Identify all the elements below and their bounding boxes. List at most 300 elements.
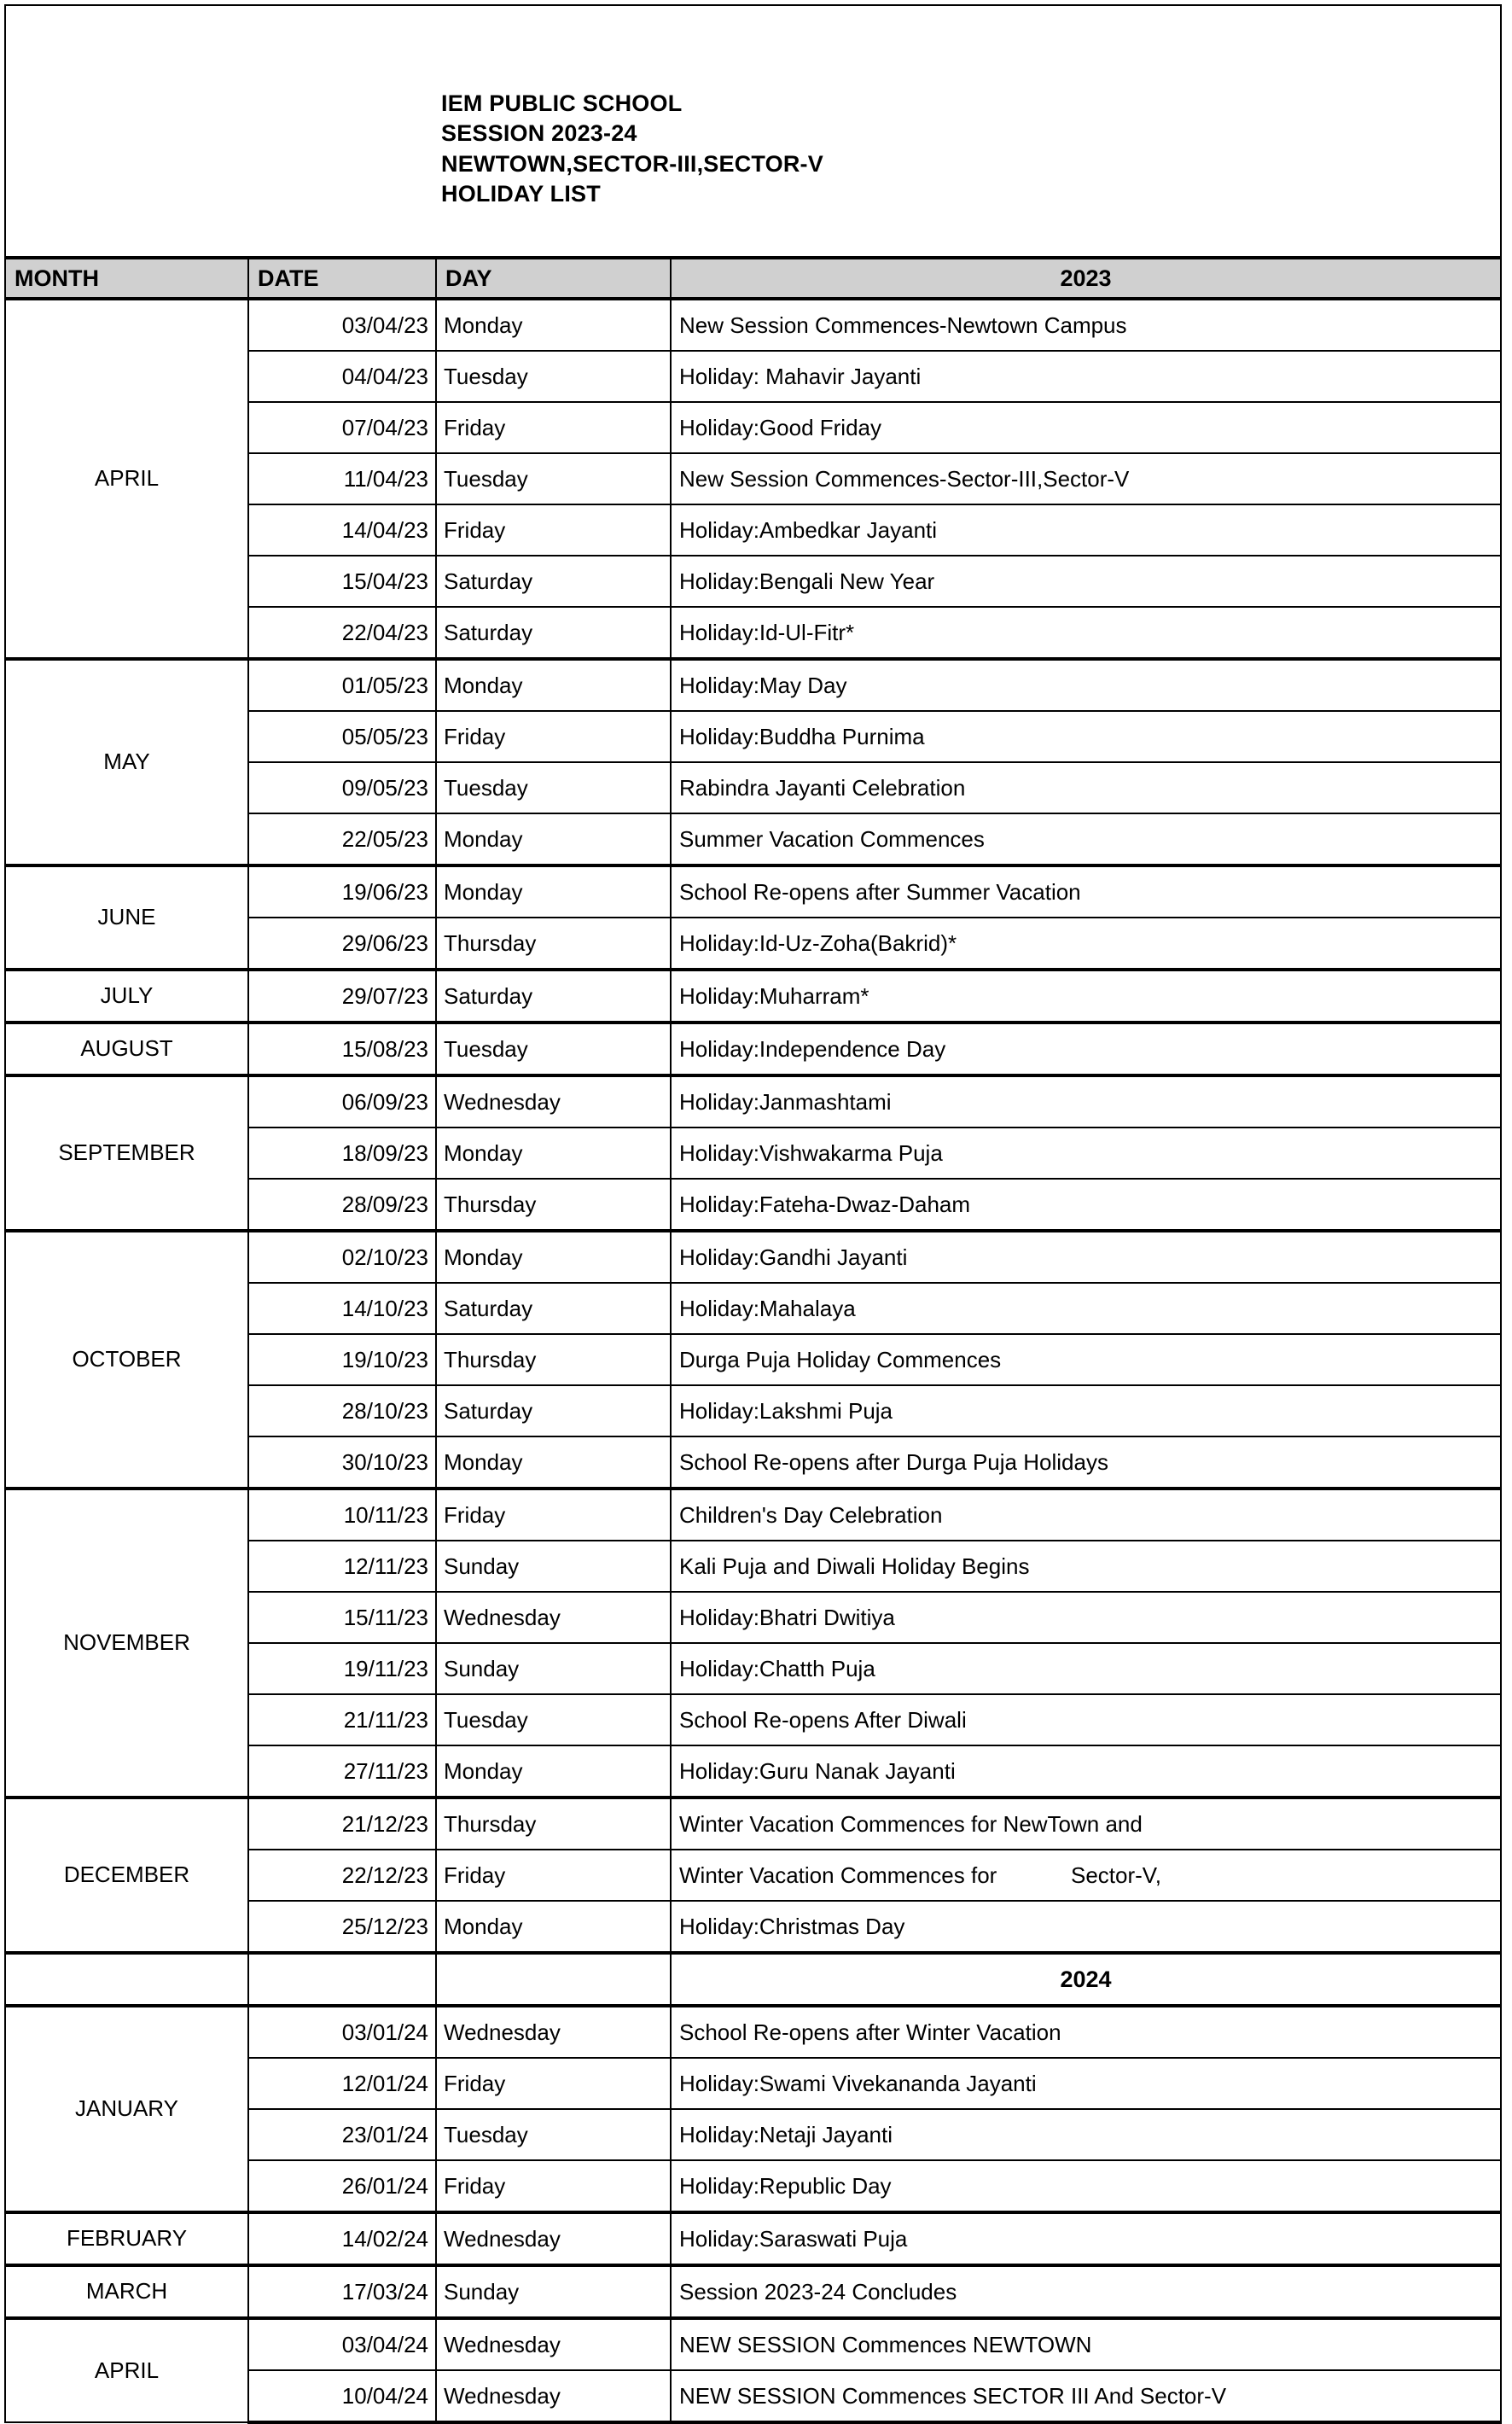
date-cell bbox=[248, 2109, 436, 2160]
event-description: Holiday: Mahavir Jayanti bbox=[679, 363, 922, 389]
date-cell bbox=[248, 918, 436, 970]
date-value: 06/09/23 bbox=[341, 1088, 428, 1115]
event-cell bbox=[671, 1901, 1501, 1953]
event-description: Holiday:May Day bbox=[679, 672, 847, 698]
column-header-month-label: MONTH bbox=[15, 265, 99, 291]
day-value: Wednesday bbox=[444, 1604, 561, 1630]
event-cell bbox=[671, 1128, 1501, 1179]
event-cell bbox=[671, 2318, 1501, 2370]
event-cell bbox=[671, 1436, 1501, 1489]
date-cell bbox=[248, 299, 436, 351]
day-value: Saturday bbox=[444, 1295, 533, 1321]
day-value: Thursday bbox=[444, 929, 537, 956]
school-name: IEM PUBLIC SCHOOL bbox=[441, 90, 683, 116]
table-row bbox=[5, 2318, 1501, 2370]
event-description: Holiday:Bhatri Dwitiya bbox=[679, 1604, 895, 1630]
day-value: Friday bbox=[444, 1862, 506, 1888]
event-description: NEW SESSION Commences NEWTOWN bbox=[679, 2331, 1092, 2357]
month-cell bbox=[5, 970, 248, 1023]
date-value: 14/04/23 bbox=[341, 516, 428, 543]
day-value: Thursday bbox=[444, 1191, 537, 1217]
date-cell bbox=[248, 1231, 436, 1283]
table-row bbox=[5, 1231, 1501, 1283]
month-label: SEPTEMBER bbox=[58, 1139, 195, 1166]
day-value: Saturday bbox=[444, 982, 533, 1009]
event-description: School Re-opens After Diwali bbox=[679, 1706, 967, 1733]
date-cell bbox=[248, 711, 436, 762]
event-description: Holiday:Netaji Jayanti bbox=[679, 2121, 893, 2147]
date-value: 03/01/24 bbox=[341, 2019, 428, 2045]
date-cell bbox=[248, 2318, 436, 2370]
event-cell bbox=[671, 1023, 1501, 1075]
event-cell bbox=[671, 1283, 1501, 1334]
event-cell bbox=[671, 1075, 1501, 1128]
event-cell bbox=[671, 556, 1501, 607]
event-description: Children's Day Celebration bbox=[679, 1501, 943, 1528]
date-value: 18/09/23 bbox=[341, 1139, 428, 1166]
event-description: Holiday:Mahalaya bbox=[679, 1295, 856, 1321]
date-cell bbox=[248, 2265, 436, 2318]
event-description: Holiday:Id-Ul-Fitr* bbox=[679, 619, 855, 645]
day-cell bbox=[436, 1179, 671, 1231]
column-header-row bbox=[5, 258, 1501, 299]
month-label: FEBRUARY bbox=[66, 2225, 188, 2252]
table-row bbox=[5, 1023, 1501, 1075]
date-cell bbox=[248, 2212, 436, 2265]
day-value: Monday bbox=[444, 878, 523, 905]
month-label: AUGUST bbox=[80, 1035, 173, 1062]
event-description: Rabindra Jayanti Celebration bbox=[679, 774, 966, 801]
day-value: Wednesday bbox=[444, 2019, 561, 2045]
day-value: Wednesday bbox=[444, 2331, 561, 2357]
date-cell bbox=[248, 1075, 436, 1128]
day-cell bbox=[436, 2265, 671, 2318]
date-cell bbox=[248, 1850, 436, 1901]
month-cell bbox=[5, 1798, 248, 1953]
date-value: 01/05/23 bbox=[341, 672, 428, 698]
date-cell bbox=[248, 2058, 436, 2109]
date-value: 12/01/24 bbox=[341, 2070, 428, 2096]
date-value: 28/10/23 bbox=[341, 1397, 428, 1424]
column-header-year-label: 2023 bbox=[1060, 265, 1112, 291]
table-row bbox=[5, 865, 1501, 918]
month-label: JANUARY bbox=[75, 2095, 178, 2122]
day-cell bbox=[436, 556, 671, 607]
event-description: School Re-opens after Winter Vacation bbox=[679, 2019, 1061, 2045]
date-cell bbox=[248, 2370, 436, 2422]
date-cell bbox=[248, 970, 436, 1023]
day-cell bbox=[436, 2006, 671, 2058]
date-cell bbox=[248, 1541, 436, 1592]
date-value: 03/04/23 bbox=[341, 312, 428, 338]
column-header-day-label: DAY bbox=[445, 265, 492, 291]
day-cell bbox=[436, 2370, 671, 2422]
month-cell bbox=[5, 2212, 248, 2265]
date-value: 17/03/24 bbox=[341, 2278, 428, 2305]
campus-label: NEWTOWN,SECTOR-III,SECTOR-V bbox=[441, 150, 823, 177]
day-value: Wednesday bbox=[444, 2382, 561, 2409]
event-cell bbox=[671, 2370, 1501, 2422]
month-label: DECEMBER bbox=[63, 1862, 190, 1888]
event-description: Holiday:Independence Day bbox=[679, 1035, 946, 1062]
day-value: Saturday bbox=[444, 619, 533, 645]
day-cell bbox=[436, 1075, 671, 1128]
month-cell bbox=[5, 865, 248, 970]
day-cell bbox=[436, 1436, 671, 1489]
event-cell bbox=[671, 402, 1501, 453]
event-description: Holiday:Ambedkar Jayanti bbox=[679, 516, 938, 543]
date-value: 10/04/24 bbox=[341, 2382, 428, 2409]
event-description: Holiday:Muharram* bbox=[679, 982, 869, 1009]
table-row bbox=[5, 299, 1501, 351]
year-divider-month-cell bbox=[5, 1953, 248, 2006]
day-value: Friday bbox=[444, 516, 506, 543]
day-cell bbox=[436, 2318, 671, 2370]
day-cell bbox=[436, 1901, 671, 1953]
event-cell bbox=[671, 865, 1501, 918]
date-value: 02/10/23 bbox=[341, 1244, 428, 1270]
date-cell bbox=[248, 865, 436, 918]
event-description: Holiday:Good Friday bbox=[679, 414, 881, 440]
event-description: NEW SESSION Commences SECTOR III And Sector-V bbox=[679, 2382, 1227, 2409]
date-value: 21/11/23 bbox=[343, 1706, 428, 1733]
day-value: Monday bbox=[444, 825, 523, 852]
date-value: 19/06/23 bbox=[341, 878, 428, 905]
date-cell bbox=[248, 2006, 436, 2058]
day-cell bbox=[436, 351, 671, 402]
day-cell bbox=[436, 813, 671, 865]
date-cell bbox=[248, 1385, 436, 1436]
event-cell bbox=[671, 1643, 1501, 1694]
event-cell bbox=[671, 607, 1501, 659]
date-value: 28/09/23 bbox=[341, 1191, 428, 1217]
date-cell bbox=[248, 556, 436, 607]
date-value: 10/11/23 bbox=[343, 1501, 428, 1528]
event-cell bbox=[671, 1745, 1501, 1798]
date-cell bbox=[248, 1489, 436, 1541]
date-value: 22/04/23 bbox=[341, 619, 428, 645]
event-cell bbox=[671, 711, 1501, 762]
day-value: Tuesday bbox=[444, 2121, 528, 2147]
day-value: Sunday bbox=[444, 1553, 520, 1579]
month-label: JULY bbox=[100, 982, 154, 1009]
date-value: 26/01/24 bbox=[341, 2172, 428, 2199]
date-cell bbox=[248, 351, 436, 402]
event-cell bbox=[671, 813, 1501, 865]
day-cell bbox=[436, 1231, 671, 1283]
date-value: 14/10/23 bbox=[341, 1295, 428, 1321]
table-row bbox=[5, 1798, 1501, 1850]
month-cell bbox=[5, 1231, 248, 1489]
day-value: Monday bbox=[444, 672, 523, 698]
day-value: Saturday bbox=[444, 568, 533, 594]
date-value: 15/11/23 bbox=[343, 1604, 428, 1630]
date-cell bbox=[248, 607, 436, 659]
day-value: Tuesday bbox=[444, 363, 528, 389]
column-header-year bbox=[671, 258, 1501, 299]
day-value: Monday bbox=[444, 312, 523, 338]
year-divider-label: 2024 bbox=[1060, 1966, 1112, 1992]
month-label: OCTOBER bbox=[72, 1346, 182, 1372]
event-cell bbox=[671, 2212, 1501, 2265]
day-cell bbox=[436, 918, 671, 970]
day-value: Monday bbox=[444, 1244, 523, 1270]
date-value: 22/12/23 bbox=[341, 1862, 428, 1888]
month-cell bbox=[5, 1075, 248, 1231]
date-value: 19/11/23 bbox=[343, 1655, 428, 1681]
document-type-label: HOLIDAY LIST bbox=[441, 181, 601, 207]
month-cell bbox=[5, 2318, 248, 2422]
event-description: Holiday:Gandhi Jayanti bbox=[679, 1244, 908, 1270]
day-value: Friday bbox=[444, 723, 506, 749]
event-description: Holiday:Janmashtami bbox=[679, 1088, 892, 1115]
date-cell bbox=[248, 453, 436, 504]
day-cell bbox=[436, 453, 671, 504]
day-value: Tuesday bbox=[444, 465, 528, 492]
date-cell bbox=[248, 1179, 436, 1231]
table-row bbox=[5, 970, 1501, 1023]
date-value: 15/04/23 bbox=[341, 568, 428, 594]
day-cell bbox=[436, 2109, 671, 2160]
event-description: School Re-opens after Summer Vacation bbox=[679, 878, 1081, 905]
session-label: SESSION 2023-24 bbox=[441, 120, 637, 146]
date-cell bbox=[248, 1436, 436, 1489]
year-divider-cell bbox=[671, 1953, 1501, 2006]
day-value: Monday bbox=[444, 1139, 523, 1166]
day-cell bbox=[436, 1850, 671, 1901]
event-description: Holiday:Saraswati Puja bbox=[679, 2225, 908, 2252]
date-value: 12/11/23 bbox=[343, 1553, 428, 1579]
table-row bbox=[5, 2006, 1501, 2058]
event-cell bbox=[671, 1850, 1501, 1901]
day-cell bbox=[436, 1385, 671, 1436]
day-cell bbox=[436, 1541, 671, 1592]
event-cell bbox=[671, 2058, 1501, 2109]
month-label: APRIL bbox=[94, 2357, 160, 2383]
column-header-date bbox=[248, 258, 436, 299]
event-cell bbox=[671, 1798, 1501, 1850]
title-row bbox=[5, 5, 1501, 258]
month-label: APRIL bbox=[94, 465, 160, 492]
event-description: Holiday:Lakshmi Puja bbox=[679, 1397, 893, 1424]
month-cell bbox=[5, 2265, 248, 2318]
event-cell bbox=[671, 1385, 1501, 1436]
date-cell bbox=[248, 1592, 436, 1643]
day-cell bbox=[436, 299, 671, 351]
event-description: Holiday:Guru Nanak Jayanti bbox=[679, 1757, 956, 1784]
date-cell bbox=[248, 1128, 436, 1179]
day-cell bbox=[436, 504, 671, 556]
event-cell bbox=[671, 1179, 1501, 1231]
day-cell bbox=[436, 1798, 671, 1850]
title-block bbox=[5, 5, 1501, 258]
day-cell bbox=[436, 2160, 671, 2212]
day-cell bbox=[436, 1489, 671, 1541]
day-cell bbox=[436, 970, 671, 1023]
event-cell bbox=[671, 1541, 1501, 1592]
event-description: Holiday:Vishwakarma Puja bbox=[679, 1139, 943, 1166]
table-row bbox=[5, 1489, 1501, 1541]
column-header-date-label: DATE bbox=[258, 265, 319, 291]
event-cell bbox=[671, 2109, 1501, 2160]
date-cell bbox=[248, 2160, 436, 2212]
date-value: 29/06/23 bbox=[341, 929, 428, 956]
event-description: Holiday:Fateha-Dwaz-Daham bbox=[679, 1191, 971, 1217]
event-cell bbox=[671, 1231, 1501, 1283]
day-cell bbox=[436, 1643, 671, 1694]
date-cell bbox=[248, 762, 436, 813]
day-value: Saturday bbox=[444, 1397, 533, 1424]
event-cell bbox=[671, 453, 1501, 504]
day-cell bbox=[436, 1334, 671, 1385]
date-value: 09/05/23 bbox=[341, 774, 428, 801]
event-cell bbox=[671, 351, 1501, 402]
date-value: 23/01/24 bbox=[341, 2121, 428, 2147]
date-cell bbox=[248, 1023, 436, 1075]
date-cell bbox=[248, 659, 436, 711]
day-value: Wednesday bbox=[444, 1088, 561, 1115]
month-cell bbox=[5, 659, 248, 865]
date-value: 21/12/23 bbox=[341, 1810, 428, 1837]
date-value: 25/12/23 bbox=[341, 1913, 428, 1939]
column-header-day bbox=[436, 258, 671, 299]
day-cell bbox=[436, 1283, 671, 1334]
date-value: 19/10/23 bbox=[341, 1346, 428, 1372]
event-cell bbox=[671, 970, 1501, 1023]
date-cell bbox=[248, 1901, 436, 1953]
day-value: Friday bbox=[444, 414, 506, 440]
day-value: Friday bbox=[444, 2070, 506, 2096]
month-label: MAY bbox=[103, 749, 150, 775]
table-row bbox=[5, 1075, 1501, 1128]
day-cell bbox=[436, 607, 671, 659]
day-cell bbox=[436, 1745, 671, 1798]
month-cell bbox=[5, 2006, 248, 2212]
event-cell bbox=[671, 2006, 1501, 2058]
event-description: Holiday:Buddha Purnima bbox=[679, 723, 925, 749]
date-cell bbox=[248, 1798, 436, 1850]
date-value: 07/04/23 bbox=[341, 414, 428, 440]
day-value: Tuesday bbox=[444, 1035, 528, 1062]
day-cell bbox=[436, 2212, 671, 2265]
date-cell bbox=[248, 1334, 436, 1385]
date-cell bbox=[248, 1283, 436, 1334]
day-value: Sunday bbox=[444, 2278, 520, 2305]
day-cell bbox=[436, 659, 671, 711]
day-cell bbox=[436, 1694, 671, 1745]
event-description: Kali Puja and Diwali Holiday Begins bbox=[679, 1553, 1030, 1579]
event-description: Holiday:Swami Vivekananda Jayanti bbox=[679, 2070, 1037, 2096]
date-cell bbox=[248, 1745, 436, 1798]
event-cell bbox=[671, 1334, 1501, 1385]
year-divider-day-cell bbox=[436, 1953, 671, 2006]
date-value: 30/10/23 bbox=[341, 1448, 428, 1475]
day-cell bbox=[436, 402, 671, 453]
month-label: NOVEMBER bbox=[63, 1629, 190, 1656]
month-cell bbox=[5, 1489, 248, 1798]
date-value: 15/08/23 bbox=[341, 1035, 428, 1062]
event-description: School Re-opens after Durga Puja Holidays bbox=[679, 1448, 1108, 1475]
event-description: Holiday:Christmas Day bbox=[679, 1913, 905, 1939]
month-label: MARCH bbox=[85, 2278, 168, 2305]
date-cell bbox=[248, 504, 436, 556]
event-description: Holiday:Bengali New Year bbox=[679, 568, 935, 594]
event-cell bbox=[671, 1489, 1501, 1541]
table-row bbox=[5, 659, 1501, 711]
day-value: Sunday bbox=[444, 1655, 520, 1681]
day-value: Friday bbox=[444, 1501, 506, 1528]
date-cell bbox=[248, 402, 436, 453]
event-description: Winter Vacation Commences for Sector-V, bbox=[679, 1862, 1161, 1888]
month-cell bbox=[5, 299, 248, 659]
day-value: Friday bbox=[444, 2172, 506, 2199]
event-description: Holiday:Chatth Puja bbox=[679, 1655, 875, 1681]
day-cell bbox=[436, 1128, 671, 1179]
date-value: 22/05/23 bbox=[341, 825, 428, 852]
date-cell bbox=[248, 1643, 436, 1694]
event-description: New Session Commences-Sector-III,Sector-V bbox=[679, 465, 1130, 492]
event-description: Holiday:Republic Day bbox=[679, 2172, 892, 2199]
day-value: Monday bbox=[444, 1448, 523, 1475]
event-cell bbox=[671, 918, 1501, 970]
month-cell bbox=[5, 1023, 248, 1075]
day-value: Thursday bbox=[444, 1810, 537, 1837]
event-cell bbox=[671, 1694, 1501, 1745]
column-header-month bbox=[5, 258, 248, 299]
event-description: Summer Vacation Commences bbox=[679, 825, 985, 852]
day-cell bbox=[436, 1023, 671, 1075]
day-value: Wednesday bbox=[444, 2225, 561, 2252]
event-description: Winter Vacation Commences for NewTown and bbox=[679, 1810, 1143, 1837]
date-cell bbox=[248, 1694, 436, 1745]
day-cell bbox=[436, 2058, 671, 2109]
event-cell bbox=[671, 504, 1501, 556]
event-cell bbox=[671, 2265, 1501, 2318]
date-value: 04/04/23 bbox=[341, 363, 428, 389]
day-cell bbox=[436, 865, 671, 918]
event-description: Holiday:Id-Uz-Zoha(Bakrid)* bbox=[679, 929, 957, 956]
day-value: Monday bbox=[444, 1913, 523, 1939]
date-value: 14/02/24 bbox=[341, 2225, 428, 2252]
year-divider-date-cell bbox=[248, 1953, 436, 2006]
event-cell bbox=[671, 299, 1501, 351]
day-cell bbox=[436, 1592, 671, 1643]
day-cell bbox=[436, 762, 671, 813]
day-value: Tuesday bbox=[444, 1706, 528, 1733]
date-value: 27/11/23 bbox=[343, 1757, 428, 1784]
year-divider-row bbox=[5, 1953, 1501, 2006]
day-cell bbox=[436, 711, 671, 762]
day-value: Thursday bbox=[444, 1346, 537, 1372]
date-value: 03/04/24 bbox=[341, 2331, 428, 2357]
table-row bbox=[5, 2212, 1501, 2265]
holiday-table bbox=[4, 4, 1502, 2424]
event-cell bbox=[671, 1592, 1501, 1643]
date-value: 11/04/23 bbox=[343, 465, 428, 492]
date-value: 29/07/23 bbox=[341, 982, 428, 1009]
event-cell bbox=[671, 2160, 1501, 2212]
day-value: Monday bbox=[444, 1757, 523, 1784]
event-cell bbox=[671, 762, 1501, 813]
event-description: Session 2023-24 Concludes bbox=[679, 2278, 957, 2305]
table-row bbox=[5, 2265, 1501, 2318]
month-label: JUNE bbox=[97, 904, 156, 930]
date-value: 05/05/23 bbox=[341, 723, 428, 749]
event-description: New Session Commences-Newtown Campus bbox=[679, 312, 1127, 338]
event-description: Durga Puja Holiday Commences bbox=[679, 1346, 1002, 1372]
date-cell bbox=[248, 813, 436, 865]
day-value: Tuesday bbox=[444, 774, 528, 801]
